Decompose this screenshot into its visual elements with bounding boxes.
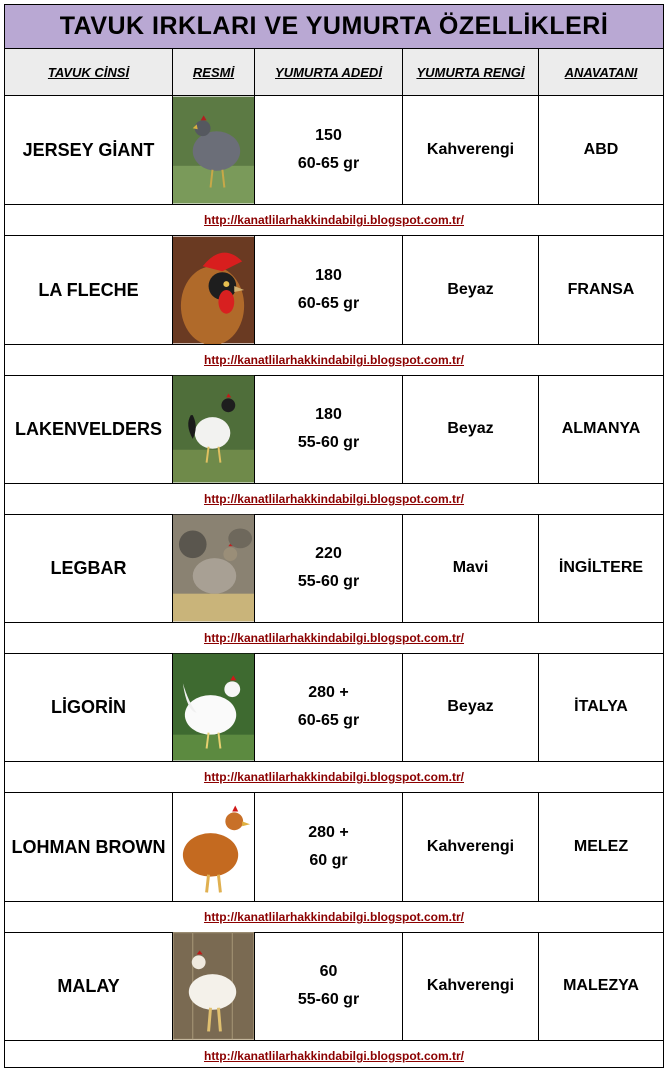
header-breed: TAVUK CİNSİ bbox=[5, 49, 173, 95]
egg-weight: 60-65 gr bbox=[297, 155, 360, 172]
egg-weight: 60-65 gr bbox=[297, 712, 360, 729]
blog-link[interactable]: http://kanatlilarhakkindabilgi.blogspot.com.tr/ bbox=[5, 623, 663, 654]
chicken-photo bbox=[173, 96, 255, 204]
origin: FRANSA bbox=[567, 281, 635, 298]
egg-color: Mavi bbox=[403, 514, 539, 622]
egg-color: Kahverengi bbox=[403, 793, 539, 901]
origin: ALMANYA bbox=[561, 420, 641, 437]
header-egg-color: YUMURTA RENGİ bbox=[403, 49, 539, 95]
chicken-photo bbox=[173, 653, 255, 761]
egg-color: Beyaz bbox=[403, 375, 539, 483]
chicken-photo bbox=[173, 236, 255, 344]
origin: ABD bbox=[583, 141, 619, 158]
blog-link[interactable]: http://kanatlilarhakkindabilgi.blogspot.com.tr/ bbox=[5, 205, 663, 236]
egg-color: Beyaz bbox=[403, 653, 539, 761]
egg-count: 180 bbox=[315, 406, 342, 423]
blog-link[interactable]: http://kanatlilarhakkindabilgi.blogspot.com.tr/ bbox=[203, 1049, 465, 1063]
table-row bbox=[5, 793, 663, 902]
header-egg-count: YUMURTA ADEDİ bbox=[255, 49, 403, 95]
egg-count: 60 bbox=[319, 963, 338, 980]
egg-count-cell bbox=[255, 236, 403, 344]
table-row bbox=[5, 514, 663, 623]
egg-count-cell bbox=[255, 932, 403, 1040]
header-origin: ANAVATANI bbox=[564, 64, 638, 80]
egg-count-cell bbox=[255, 653, 403, 761]
egg-count: 180 bbox=[315, 267, 342, 284]
table-row bbox=[5, 96, 663, 205]
egg-color: Kahverengi bbox=[403, 932, 539, 1040]
header-image: RESMİ bbox=[173, 49, 255, 95]
blog-link[interactable]: http://kanatlilarhakkindabilgi.blogspot.com.tr/ bbox=[5, 345, 663, 376]
origin: MALEZYA bbox=[563, 977, 639, 994]
egg-count-cell bbox=[255, 96, 403, 204]
origin: İTALYA bbox=[574, 698, 628, 715]
breed-name: MALAY bbox=[5, 932, 173, 1040]
breed-name: LAKENVELDERS bbox=[5, 375, 173, 483]
table-row bbox=[5, 653, 663, 762]
table-row bbox=[5, 236, 663, 345]
egg-count-cell bbox=[255, 514, 403, 622]
origin: MELEZ bbox=[573, 838, 629, 855]
egg-count: 150 bbox=[315, 127, 342, 144]
egg-count-cell bbox=[255, 375, 403, 483]
origin: İNGİLTERE bbox=[558, 559, 644, 576]
breed-name: JERSEY GİANT bbox=[5, 96, 173, 204]
chicken-photo bbox=[173, 793, 255, 901]
egg-weight: 55-60 gr bbox=[297, 573, 360, 590]
chicken-photo bbox=[173, 375, 255, 483]
blog-link[interactable]: http://kanatlilarhakkindabilgi.blogspot.com.tr/ bbox=[5, 762, 663, 793]
egg-weight: 60-65 gr bbox=[297, 295, 360, 312]
egg-count: 220 bbox=[315, 545, 342, 562]
egg-weight: 60 gr bbox=[309, 852, 348, 869]
blog-link[interactable]: http://kanatlilarhakkindabilgi.blogspot.com.tr/ bbox=[5, 902, 663, 933]
breed-name: LOHMAN BROWN bbox=[5, 793, 173, 901]
egg-count: 280 + bbox=[308, 824, 349, 841]
breed-name: LEGBAR bbox=[5, 514, 173, 622]
breed-name: LA FLECHE bbox=[5, 236, 173, 344]
egg-weight: 55-60 gr bbox=[297, 434, 360, 451]
blog-link[interactable]: http://kanatlilarhakkindabilgi.blogspot.com.tr/ bbox=[5, 484, 663, 515]
table-row bbox=[5, 932, 663, 1041]
chicken-photo bbox=[173, 514, 255, 622]
egg-color: Kahverengi bbox=[403, 96, 539, 204]
chicken-photo bbox=[173, 932, 255, 1040]
egg-count-cell bbox=[255, 793, 403, 901]
egg-count: 280 + bbox=[308, 684, 349, 701]
egg-color: Beyaz bbox=[403, 236, 539, 344]
table-header bbox=[5, 49, 663, 96]
breed-name: LİGORİN bbox=[5, 653, 173, 761]
egg-weight: 55-60 gr bbox=[297, 991, 360, 1008]
breed-table bbox=[4, 4, 664, 1068]
page-title: TAVUK IRKLARI VE YUMURTA ÖZELLİKLERİ bbox=[5, 5, 663, 49]
table-row bbox=[5, 375, 663, 484]
